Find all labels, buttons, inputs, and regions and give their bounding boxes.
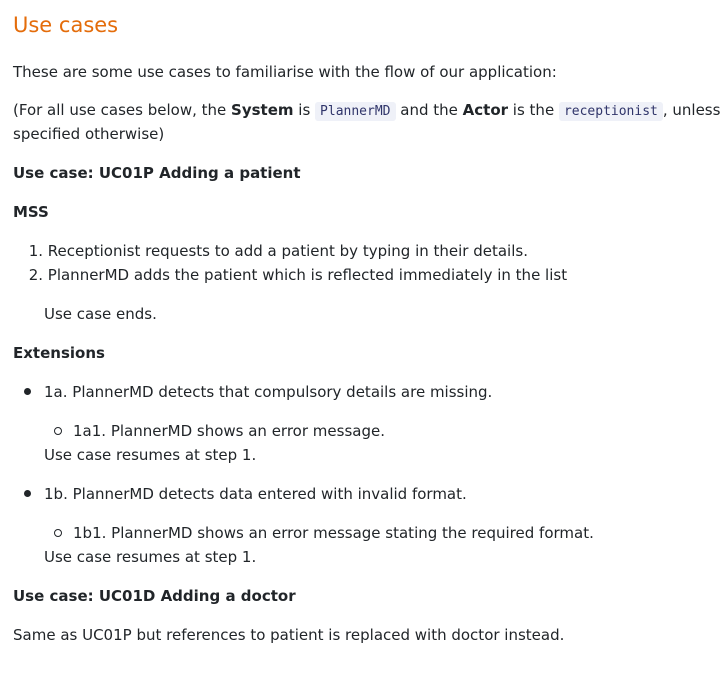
circle-bullet-icon — [54, 427, 62, 435]
bullet-icon — [24, 388, 31, 395]
intro-text: These are some use cases to familiarise with the flow of our application: — [13, 63, 557, 81]
extension-text: 1b. PlannerMD detects data entered with invalid format. — [44, 485, 467, 503]
circle-bullet-icon — [54, 529, 62, 537]
step-number: 2. — [28, 266, 43, 284]
bullet-icon — [24, 490, 31, 497]
note-is: is — [293, 101, 316, 119]
system-label: System — [231, 101, 294, 119]
note-is-the: is the — [508, 101, 559, 119]
extension-1b-resume: Use case resumes at step 1. — [44, 548, 257, 566]
actor-label: Actor — [462, 101, 509, 119]
step-number: 1. — [28, 242, 43, 260]
extension-1a — [24, 380, 492, 404]
note-prefix: (For all use cases below, the — [13, 101, 232, 119]
system-code: PlannerMD — [315, 102, 395, 121]
extensions-heading: Extensions — [13, 344, 105, 362]
note-suffix: , unless — [662, 101, 720, 119]
extension-1b1 — [54, 521, 594, 545]
step-text: Receptionist requests to add a patient by typing in their details. — [47, 242, 528, 260]
extension-1a1 — [54, 419, 385, 443]
actor-code: receptionist — [559, 102, 663, 121]
mss-step-1 — [13, 239, 528, 263]
mss-heading: MSS — [13, 203, 49, 221]
uc2-heading: Use case: UC01D Adding a doctor — [13, 587, 296, 605]
use-case-ends: Use case ends. — [44, 305, 157, 323]
section-title: Use cases — [13, 13, 119, 37]
mss-step-2 — [13, 263, 567, 287]
uc1-heading: Use case: UC01P Adding a patient — [13, 164, 301, 182]
extension-sub-text: 1b1. PlannerMD shows an error message stating the required format. — [73, 524, 594, 542]
extension-1a-resume: Use case resumes at step 1. — [44, 446, 257, 464]
step-text: PlannerMD adds the patient which is reflected immediately in the list — [47, 266, 568, 284]
note-line-2: specified otherwise) — [13, 125, 165, 143]
extension-sub-text: 1a1. PlannerMD shows an error message. — [73, 422, 385, 440]
uc2-text: Same as UC01P but references to patient is replaced with doctor instead. — [13, 626, 565, 644]
extension-text: 1a. PlannerMD detects that compulsory details are missing. — [44, 383, 493, 401]
extension-1b — [24, 482, 467, 506]
note-and-the: and the — [395, 101, 463, 119]
note-line-1 — [13, 98, 720, 124]
